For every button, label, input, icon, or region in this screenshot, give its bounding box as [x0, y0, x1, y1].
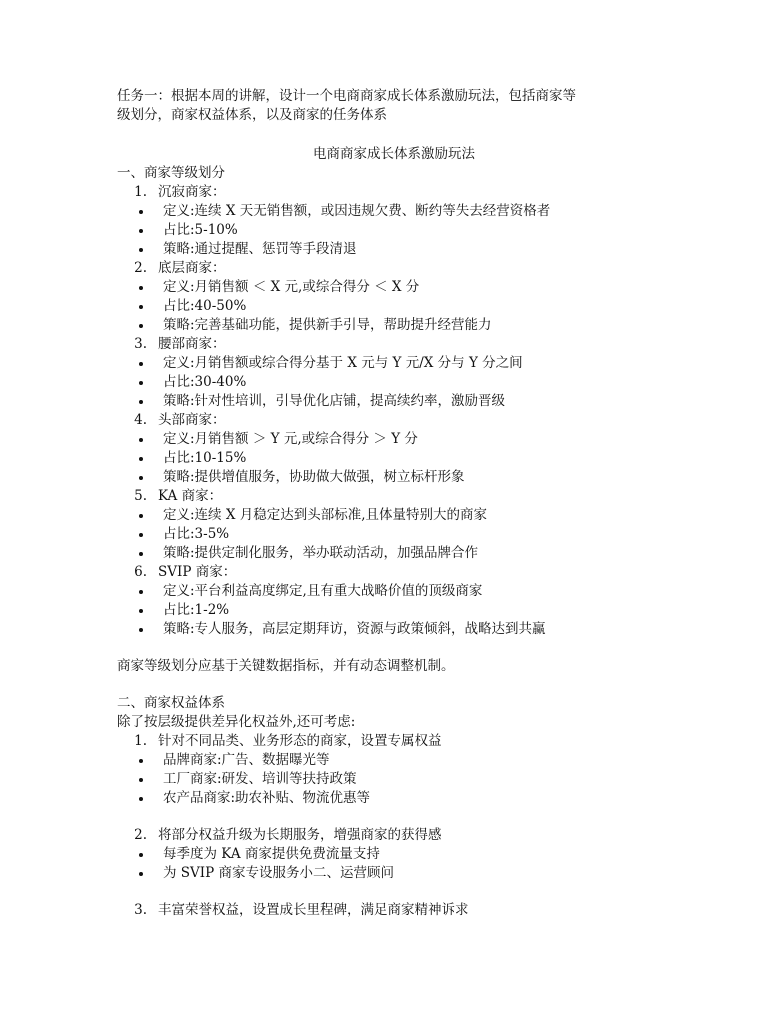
bullet-item — [117, 601, 677, 620]
item-number: 2. — [134, 260, 147, 276]
bullet-item — [117, 202, 677, 221]
numbered-item — [117, 411, 677, 430]
bullet-item — [117, 751, 677, 770]
bullet-text: 占比:40-50% — [163, 298, 247, 314]
document-title: 电商商家成长体系激励玩法 — [313, 146, 475, 162]
bullet-text: 策略:针对性培训，引导优化店铺，提高续约率，激励晋级 — [163, 393, 506, 409]
merchant-level-item — [117, 411, 677, 487]
bullet-dot-icon — [139, 449, 145, 468]
bullet-dot-icon — [139, 240, 145, 259]
item-number: 3. — [134, 336, 147, 352]
bullet-text: 定义:月销售额或综合得分基于 X 元与 Y 元/X 分与 Y 分之间 — [163, 355, 523, 371]
level-name: KA 商家： — [158, 488, 223, 504]
bullet-text: 策略:提供增值服务，协助做大做强，树立标杆形象 — [163, 469, 465, 485]
bullet-text: 占比:3-5% — [163, 526, 230, 542]
item-number: 5. — [134, 488, 147, 504]
bullet-text: 品牌商家:广告、数据曝光等 — [163, 752, 330, 768]
bullet-dot-icon — [139, 202, 145, 221]
level-name: 头部商家： — [158, 412, 226, 428]
numbered-item — [117, 563, 677, 582]
bullet-dot-icon — [139, 506, 145, 525]
level-name: 底层商家： — [158, 260, 226, 276]
bullet-dot-icon — [139, 582, 145, 601]
item-number: 6. — [134, 564, 147, 580]
bullet-item — [117, 468, 677, 487]
item-number: 1. — [134, 733, 147, 749]
bullet-dot-icon — [139, 468, 145, 487]
bullet-text: 工厂商家:研发、培训等扶持政策 — [163, 771, 357, 787]
benefit-group — [117, 826, 677, 883]
merchant-level-item — [117, 183, 677, 259]
level-name: 沉寂商家： — [158, 184, 226, 200]
merchant-level-item — [117, 259, 677, 335]
bullet-item — [117, 354, 677, 373]
bullet-item — [117, 297, 677, 316]
merchant-level-list — [117, 183, 677, 639]
paragraph-spacer — [117, 883, 677, 901]
bullet-text: 定义:平台利益高度绑定,且有重大战略价值的顶级商家 — [163, 583, 483, 599]
bullet-item — [117, 240, 677, 259]
item-number: 4. — [134, 412, 147, 428]
bullet-dot-icon — [139, 789, 145, 808]
bullet-item — [117, 789, 677, 808]
item-number: 2. — [134, 827, 147, 843]
bullet-item — [117, 449, 677, 468]
bullet-text: 定义:连续 X 月稳定达到头部标准,且体量特别大的商家 — [163, 507, 488, 523]
merchant-level-item — [117, 487, 677, 563]
benefit-group-title: 丰富荣誉权益，设置成长里程碑，满足商家精神诉求 — [158, 902, 469, 918]
document-page — [117, 87, 677, 920]
bullet-text: 策略:提供定制化服务，举办联动活动，加强品牌合作 — [163, 545, 479, 561]
numbered-item — [117, 183, 677, 202]
bullet-dot-icon — [139, 620, 145, 639]
bullet-text: 为 SVIP 商家专设服务小二、运营顾问 — [163, 865, 394, 881]
level-name: SVIP 商家： — [158, 564, 237, 580]
benefit-group-title: 针对不同品类、业务形态的商家，设置专属权益 — [158, 733, 442, 749]
merchant-level-item — [117, 335, 677, 411]
bullet-dot-icon — [139, 392, 145, 411]
section-heading-merchant-benefits: 二、商家权益体系 — [117, 695, 225, 711]
bullet-text: 定义:月销售额 ＜ X 元,或综合得分 ＜ X 分 — [163, 279, 420, 295]
bullet-item — [117, 221, 677, 240]
merchant-level-note: 商家等级划分应基于关键数据指标，并有动态调整机制。 — [117, 658, 455, 674]
bullet-dot-icon — [139, 297, 145, 316]
bullet-dot-icon — [139, 430, 145, 449]
bullet-text: 定义:连续 X 天无销售额，或因违规欠费、断约等失去经营资格者 — [163, 203, 551, 219]
numbered-item — [117, 487, 677, 506]
bullet-dot-icon — [139, 845, 145, 864]
bullet-text: 策略:完善基础功能，提供新手引导，帮助提升经营能力 — [163, 317, 492, 333]
bullet-text: 策略:通过提醒、惩罚等手段清退 — [163, 241, 357, 257]
bullet-dot-icon — [139, 601, 145, 620]
bullet-dot-icon — [139, 221, 145, 240]
bullet-dot-icon — [139, 278, 145, 297]
paragraph-spacer — [117, 808, 677, 826]
bullet-item — [117, 430, 677, 449]
benefit-group-title: 将部分权益升级为长期服务，增强商家的获得感 — [158, 827, 442, 843]
benefit-group — [117, 732, 677, 808]
bullet-dot-icon — [139, 770, 145, 789]
bullet-text: 占比:30-40% — [163, 374, 247, 390]
numbered-item — [117, 826, 677, 845]
bullet-item — [117, 316, 677, 335]
bullet-dot-icon — [139, 544, 145, 563]
item-number: 1. — [134, 184, 147, 200]
numbered-item — [117, 335, 677, 354]
bullet-item — [117, 845, 677, 864]
section-heading-merchant-levels: 一、商家等级划分 — [117, 165, 225, 181]
bullet-item — [117, 864, 677, 883]
level-name: 腰部商家： — [158, 336, 226, 352]
bullet-item — [117, 373, 677, 392]
bullet-text: 占比:1-2% — [163, 602, 230, 618]
bullet-text: 占比:5-10% — [163, 222, 238, 238]
bullet-text: 策略:专人服务，高层定期拜访，资源与政策倾斜，战略达到共赢 — [163, 621, 546, 637]
bullet-item — [117, 525, 677, 544]
bullet-text: 每季度为 KA 商家提供免费流量支持 — [163, 846, 380, 862]
bullet-dot-icon — [139, 354, 145, 373]
bullet-dot-icon — [139, 751, 145, 770]
bullet-item — [117, 770, 677, 789]
task-description-line-2: 级划分，商家权益体系，以及商家的任务体系 — [117, 107, 387, 123]
bullet-dot-icon — [139, 373, 145, 392]
bullet-item — [117, 506, 677, 525]
bullet-text: 农产品商家:助农补贴、物流优惠等 — [163, 790, 371, 806]
bullet-dot-icon — [139, 316, 145, 335]
bullet-item — [117, 582, 677, 601]
task-description-line-1: 任务一：根据本周的讲解，设计一个电商商家成长体系激励玩法，包括商家等 — [117, 88, 576, 104]
bullet-text: 定义:月销售额 ＞ Y 元,或综合得分 ＞ Y 分 — [163, 431, 418, 447]
bullet-item — [117, 278, 677, 297]
benefits-intro: 除了按层级提供差异化权益外,还可考虑: — [117, 714, 356, 730]
benefit-group — [117, 901, 677, 920]
bullet-dot-icon — [139, 525, 145, 544]
bullet-item — [117, 392, 677, 411]
numbered-item — [117, 259, 677, 278]
bullet-item — [117, 544, 677, 563]
merchant-level-item — [117, 563, 677, 639]
item-number: 3. — [134, 902, 147, 918]
bullet-item — [117, 620, 677, 639]
bullet-text: 占比:10-15% — [163, 450, 247, 466]
numbered-item — [117, 732, 677, 751]
bullet-dot-icon — [139, 864, 145, 883]
numbered-item — [117, 901, 677, 920]
